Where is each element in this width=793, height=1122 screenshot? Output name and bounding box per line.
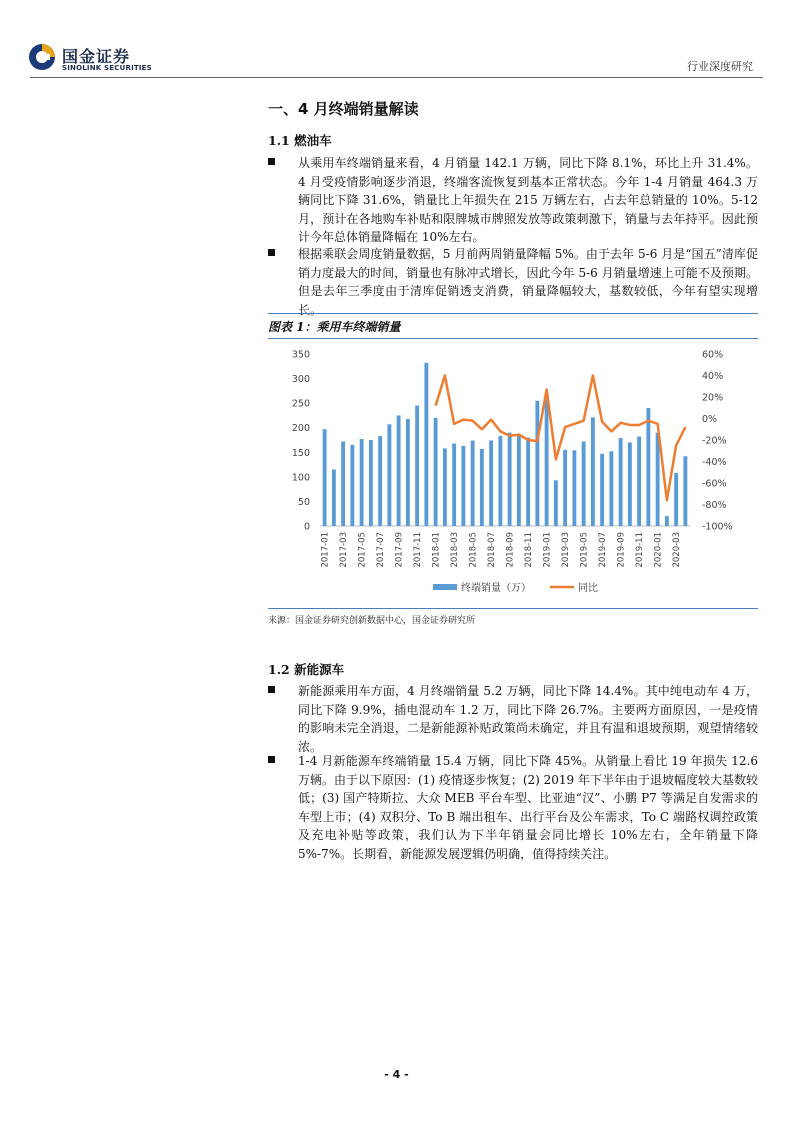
x-tick-label: 2018-05 [468,532,479,568]
subsection-title-fuel: 1.1 燃油车 [268,133,332,148]
y-left-tick-label: 50 [297,496,310,508]
x-tick-label: 2018-11 [524,532,535,568]
y-left-tick-label: 250 [291,398,310,410]
y-right-tick-label: 20% [702,392,724,404]
x-tick-label: 2017-01 [320,532,331,568]
y-left-tick-label: 100 [291,472,310,484]
legend-line-label: 同比 [578,583,598,594]
bar-2017-11 [415,406,419,526]
x-tick-label: 2018-07 [487,532,498,568]
bar-2019-03 [563,450,567,526]
bar-2019-09 [619,438,623,526]
bar-2019-02 [554,480,558,526]
bar-2017-02 [332,469,336,526]
bullet-item [268,752,758,863]
bar-2019-06 [591,417,595,526]
x-axis-ticks [321,532,683,568]
bar-2019-10 [628,442,632,526]
bar-2018-03 [452,443,456,526]
x-tick-label: 2017-03 [339,532,350,568]
y-right-tick-label: 60% [702,349,724,361]
figure-top-rule [268,313,758,314]
bar-2018-01 [434,418,438,526]
x-tick-label: 2017-07 [376,532,387,568]
bar-2019-08 [609,451,613,526]
x-tick-label: 2018-09 [505,532,516,568]
bar-2017-08 [387,424,391,526]
bar-2017-07 [378,436,382,526]
y-right-tick-label: -60% [702,478,727,490]
section-title: 一、4 月终端销量解读 [268,100,419,118]
bar-2017-03 [341,441,345,526]
bullet-item [268,682,758,756]
bar-2017-01 [323,429,327,526]
y-left-tick-label: 150 [291,447,310,459]
bullet-text: 新能源乘用车方面，4 月终端销量 5.2 万辆，同比下降 14.4%。其中纯电动车 4 万，同比下降 9.9%，插电混动车 1.2 万，同比下降 26.7%。主要两方面原因，一是疫情的影响未完全消退，二是新能源补贴政策尚未确定，并且有温和退坡预期，观望情绪较浓。 [298,684,758,754]
y-left-tick-label: 0 [303,521,310,533]
bar-2017-10 [406,419,410,526]
bullet-item [268,245,758,319]
y-right-tick-label: -40% [702,457,727,468]
bullet-square-icon [268,158,275,165]
bar-2020-03 [674,473,678,526]
bar-2019-11 [637,437,641,526]
y-right-tick-label: 0% [702,414,718,425]
y-right-tick-label: -100% [702,521,733,533]
bullet-text: 根据乘联会周度销量数据，5 月前两周销量降幅 5%。由于去年 5-6 月是“国五”清库促销力度最大的时间，销量也有脉冲式增长，因此今年 5-6 月销量增速上可能不及预期。但是去年三季度由于清库促销透支消费，销量降幅较大，基数较低，今年有望实现增长。 [298,247,758,317]
bar-2019-05 [582,441,586,526]
bar-2018-10 [517,435,521,526]
bar-2018-12 [535,401,539,526]
bar-2018-11 [526,438,530,526]
x-tick-label: 2019-05 [579,532,590,568]
x-tick-label: 2017-11 [413,532,424,568]
figure-title: 图表 1：乘用车终端销量 [268,318,758,339]
y-left-tick-label: 300 [291,374,310,386]
y-right-tick-label: 40% [702,371,724,382]
x-tick-label: 2019-03 [561,532,572,568]
figure-bottom-rule [268,608,758,609]
x-tick-label: 2018-01 [431,532,442,568]
bullet-item [268,154,758,247]
bar-2019-07 [600,454,604,526]
bar-2017-04 [350,445,354,526]
bar-2020-02 [665,516,669,526]
y-right-tick-label: -80% [702,500,727,511]
report-category: 行业深度研究 [687,60,753,73]
x-tick-label: 2019-11 [635,532,646,568]
bar-2018-04 [461,446,465,526]
bullet-square-icon [268,756,275,763]
bar-2020-01 [656,433,660,526]
bullet-text: 从乘用车终端销量来看，4 月销量 142.1 万辆，同比下降 8.1%，环比上升 31.4%。4 月受疫情影响逐步消退，终端客流恢复到基本正常状态。今年 1-4 月销量 464.3 万辆同比下降 31.6%，销量比上年损失在 215 万辆左右，占去年总销量的 10%。5-12 月，预计在各地购车补贴和限牌城市牌照发放等政策刺激下，销量与去年持平。因此预计今年总体销量降幅在 10%左右。 [298,156,758,244]
chart-legend [433,581,598,594]
subsection-title-nev: 1.2 新能源车 [268,662,345,677]
x-tick-label: 2019-01 [542,532,553,568]
y-right-tick-label: -20% [702,435,727,447]
y-left-tick-label: 200 [291,423,310,435]
bar-2017-09 [397,415,401,526]
logo-mark-icon [28,43,56,71]
bar-2019-04 [572,450,576,526]
bar-2018-08 [498,436,502,526]
bar-2018-06 [480,449,484,526]
bar-2018-07 [489,440,493,526]
figure-source: 来源：国金证券研究创新数据中心，国金证券研究所 [268,616,476,626]
bar-2019-12 [646,408,650,526]
x-tick-label: 2018-03 [450,532,461,568]
bar-2017-05 [360,439,364,526]
bar-2018-02 [443,448,447,526]
x-tick-label: 2020-03 [672,532,683,568]
bullet-text: 1-4 月新能源车终端销量 15.4 万辆，同比下降 45%。从销量上看比 19 年损失 12.6 万辆。由于以下原因：(1) 疫情逐步恢复；(2) 2019 年下半年由于退坡幅度较大基数较低；(3) 国产特斯拉、大众 MEB 平台车型、比亚迪“汉”、小鹏 P7 等满足自发需求的车型上市；(4) 双积分、To B 端出租车、出行平台及公车需求，To C 端路权调控政策及充电补贴等政策，我们认为下半年销量会同比增长 10%左右，全年销量下降 5%-7%。长期看，新能源发展逻辑仍明确，值得持续关注。 [298,754,758,861]
x-tick-label: 2020-01 [653,532,664,568]
bar-series [323,363,688,526]
x-tick-label: 2017-09 [394,532,405,568]
page-number: - 4 - [384,1068,409,1081]
bar-2019-01 [545,399,549,526]
logo-chinese-name: 国金证券 [62,47,131,66]
bullet-square-icon [268,686,275,693]
right-axis-ticks [702,350,733,533]
sales-chart [268,340,758,604]
legend-bar-swatch [433,584,457,590]
bar-2017-12 [424,363,428,526]
bullet-square-icon [268,249,275,256]
company-logo [28,42,158,76]
header-divider [30,77,763,78]
y-left-tick-label: 350 [291,349,310,361]
x-tick-label: 2019-09 [616,532,627,568]
bar-2018-05 [471,440,475,526]
left-axis-ticks [292,350,310,533]
bar-2018-09 [508,433,512,526]
bar-2017-06 [369,440,373,526]
legend-bar-label: 终端销量（万） [461,583,531,594]
x-tick-label: 2017-05 [357,532,368,568]
logo-english-name: SINOLINK SECURITIES [62,64,152,72]
bar-2020-04 [683,456,687,526]
x-tick-label: 2019-07 [598,532,609,568]
